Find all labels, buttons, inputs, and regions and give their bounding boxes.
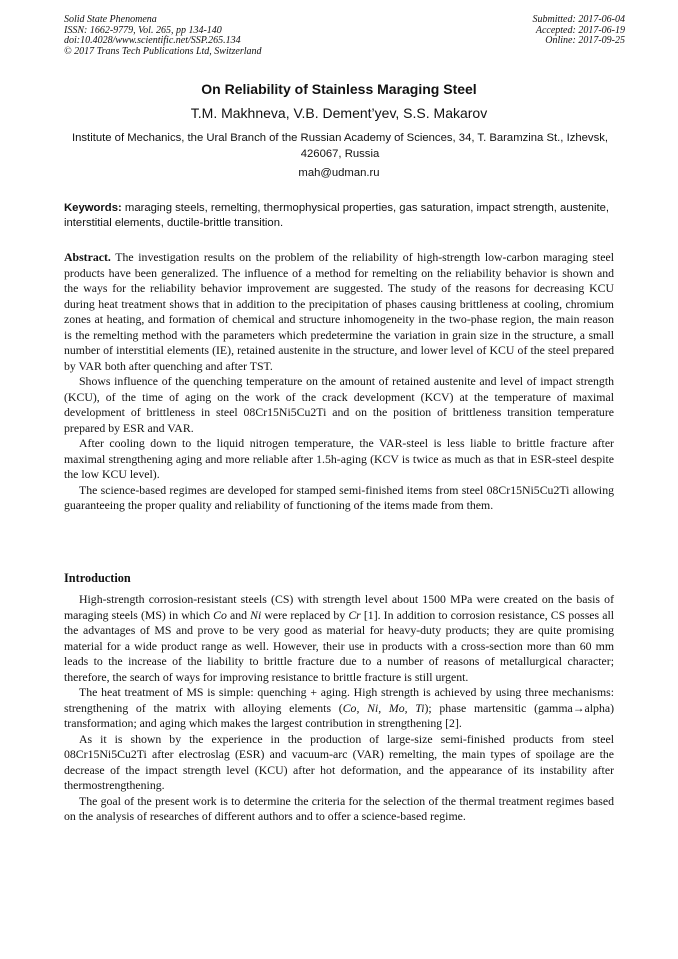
paper-title: On Reliability of Stainless Maraging Steel — [201, 81, 477, 97]
author-email: mah@udman.ru — [298, 167, 380, 179]
introduction-section — [64, 592, 614, 825]
abstract-paragraph-2: Shows influence of the quenching temperature on the amount of retained austenite and level of impact strength (KCU), of the time of aging on the work of the crack development (KCV) at the temperature of maximal development of brittleness in steel 08Cr15Ni5Cu2Ti and on the position of brittleness transition temperature prepared by ESR and VAR. — [64, 374, 614, 435]
intro-paragraph-3: As it is shown by the experience in the production of large-size semi-finished products from steel 08Cr15Ni5Cu2Ti after electroslag (ESR) and vacuum-arc (VAR) remelting, the main types of spoilage are the decrease of the impact strength level (KCU) after hot deformation, and the appearance of its instability after thermostrengthening. — [64, 731, 614, 792]
intro-paragraph-4: The goal of the present work is to determine the criteria for the selection of the thermal treatment regimes based on the analysis of researches of different authors and to offer a science-based regime. — [64, 793, 614, 823]
keywords-text: maraging steels, remelting, thermophysical properties, gas saturation, impact strength, austenite, interstitial elements, ductile-brittle transition. — [64, 202, 610, 229]
intro-text: and — [226, 607, 251, 622]
intro-text: High-strength corrosion-resistant steels (CS) with strength level about 1500 MPa were created on the basis of maraging steels (MS) in which — [64, 592, 614, 622]
abstract-paragraph-3: After cooling down to the liquid nitrogen temperature, the VAR-steel is less liable to brittle fracture after maximal strengthening aging and more reliable after 1.5h-aging (KCV is twice as much as that in ESR-steel despite the low KCU level). — [64, 436, 614, 481]
online-date: Online: 2017-09-25 — [545, 35, 625, 46]
intro-text: ); phase martensitic (gamma→alpha) transformation; and aging which makes the largest contribution in strengthening [2]. — [64, 700, 615, 730]
element-symbol: Co — [213, 607, 227, 622]
abstract-text-1: The investigation results on the problem of the reliability of high-strength low-carbon maraging steel products have been generalized. The influence of a method for remelting on the reliability behavior is shown and the ways for the reliability behavior improvement are suggested. The study of the reasons for decreasing KCU during heat treatment shows that in addition to the precipitation of phases causing brittleness at cooling, chromium zones at heating, and formation of chemical and structure inhomogeneity in the two-phase region, the main reason is the remelting method with the parameters which predetermine the variation in grain size in the structure, a small number of interstitial elements (IE), retained austenite in the structure, and lower level of KCU of the steel prepared by VAR both after quenching and after TST. — [64, 250, 614, 373]
journal-name: Solid State Phenomena — [64, 14, 157, 25]
element-symbols: Co, Ni, Mo, Ti — [342, 700, 425, 715]
introduction-heading: Introduction — [64, 571, 131, 585]
element-symbol: Ni — [250, 607, 262, 622]
intro-text: The heat treatment of MS is simple: quenching + aging. High strength is achieved by using three mechanisms: strengthening of the matrix with alloying elements ( — [64, 685, 614, 715]
abstract-label: Abstract. — [64, 250, 111, 264]
submitted-date: Submitted: 2017-06-04 — [532, 14, 625, 25]
element-symbol: Cr — [348, 607, 361, 622]
author-affiliation: Institute of Mechanics, the Ural Branch of the Russian Academy of Sciences, 34, T. Baramzina St., Izhevsk, 426067, Russia — [71, 132, 609, 160]
journal-copyright: © 2017 Trans Tech Publications Ltd, Switzerland — [64, 45, 262, 57]
keywords-label: Keywords: — [64, 202, 122, 214]
intro-paragraph-2 — [64, 685, 614, 732]
abstract-paragraph-4: The science-based regimes are developed for stamped semi-finished items from steel 08Cr15Ni5Cu2Ti allowing guaranteeing the proper quality and reliability of functioning of the items made from them. — [64, 482, 614, 512]
publication-dates — [533, 15, 626, 47]
abstract-section — [64, 250, 614, 514]
abstract-paragraph-1 — [64, 250, 614, 374]
accepted-date: Accepted: 2017-06-19 — [535, 24, 625, 36]
intro-text: [1]. In addition to corrosion resistance, CS posses all the advantages of MS and prove to be very good as material for heavy-duty products; they are quite promising material for a wide product range as well. However, their use in products with a cross-section more than 60 mm leads to the increase of the liability to brittle fracture due to a number of reasons of metallurgical character; therefore, the search of ways for improving resistance to brittle fracture is still urgent. — [64, 607, 614, 684]
journal-issn: ISSN: 1662-9779, Vol. 265, pp 134-140 — [64, 24, 222, 36]
keywords — [64, 201, 616, 230]
intro-paragraph-1 — [64, 592, 614, 685]
intro-text: were replaced by — [261, 607, 349, 622]
journal-info — [64, 15, 262, 57]
paper-authors: T.M. Makhneva, V.B. Dement’yev, S.S. Makarov — [190, 105, 488, 121]
journal-doi: doi:10.4028/www.scientific.net/SSP.265.134 — [64, 35, 241, 46]
